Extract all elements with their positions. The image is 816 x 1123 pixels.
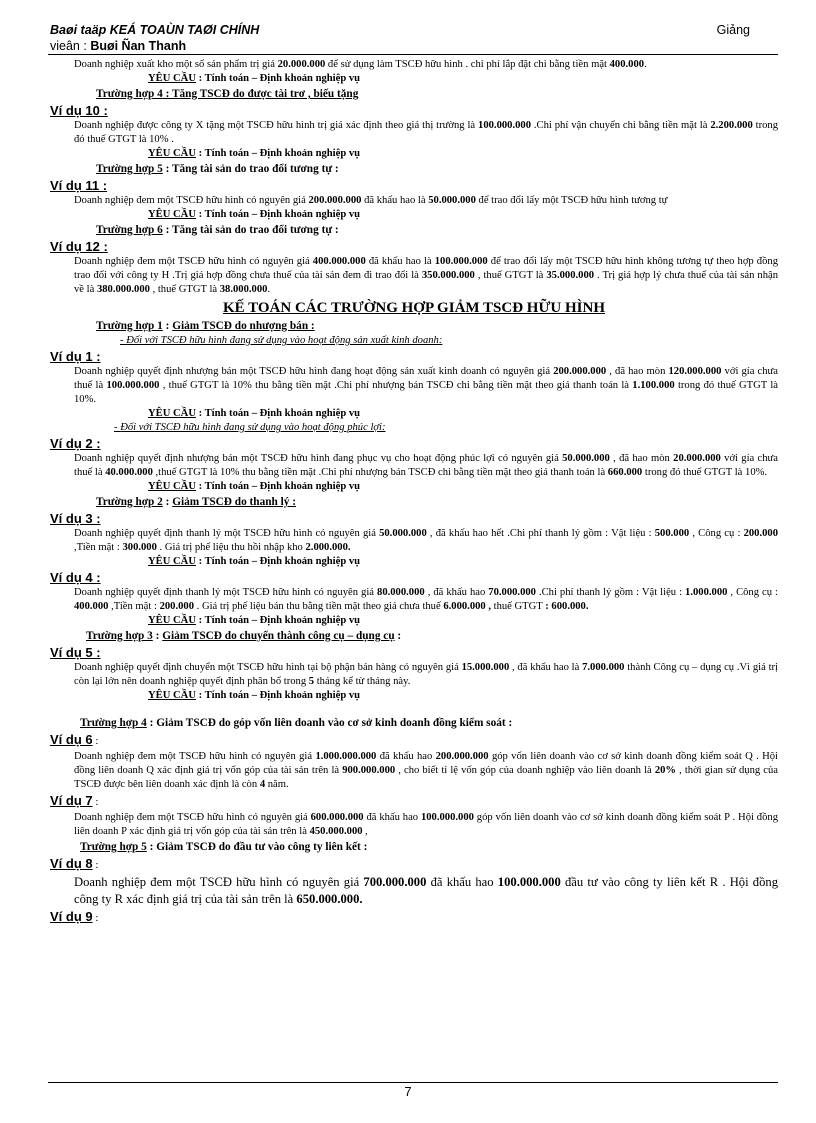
requirement: YÊU CẦU : Tính toán – Định khoản nghiệp vụ [148, 556, 361, 567]
requirement: YÊU CẦU : Tính toán – Định khoản nghiệp vụ [148, 481, 361, 492]
header-divider [48, 54, 778, 55]
header-author: Buøi Ñan Thanh [90, 39, 187, 53]
example-heading: Ví dụ 2 : [50, 436, 101, 451]
example-heading: Ví dụ 7 : [50, 793, 99, 808]
paragraph: Doanh nghiệp đem một TSCĐ hữu hình có nguyên giá 200.000.000 đã khấu hao là 50.000.000 để trao đổi lấy một TSCĐ hữu hình tương tự [74, 195, 668, 206]
header-right-text: Giảng [716, 23, 750, 37]
paragraph: Doanh nghiệp quyết định thanh lý một TSCĐ hữu hình có nguyên giá 80.000.000 , đã khấu hao 70.000.000 .Chi phí thanh lý gồm : Vật liệu : 1.000.000 , Công cụ : 400.000 ,Tiền mặt : 200.000 . Giá trị phế liệu bán thu bằng tiền mặt theo giá chưa thuế 6.000.000 , thuế GTGT : 600.000. [74, 587, 778, 612]
requirement: YÊU CẦU : Tính toán – Định khoản nghiệp vụ [148, 209, 361, 220]
paragraph: Doanh nghiệp được công ty X tặng một TSCĐ hữu hình trị giá xác định theo giá thị trường là 100.000.000 .Chi phí vận chuyển chi bằng tiền mặt là 2.200.000 trong đó thuế GTGT là 10% . [74, 120, 778, 145]
paragraph: Doanh nghiệp quyết định nhượng bán một TSCĐ hữu hình đang hoạt động sản xuất kinh doanh có nguyên giá 200.000.000 , đã hao mòn 120.000.000 với gía chưa thuế là 100.000.000 , thuế GTGT là 10% thu bằng tiền mặt .Chi phí nhượng bán TSCĐ chi bằng tiền mặt theo giá thanh toán là 1.100.000 trong đó thuế GTGT là 10%. [74, 366, 778, 405]
page-number: 7 [404, 1084, 412, 1099]
requirement: YÊU CẦU : Tính toán – Định khoản nghiệp vụ [148, 408, 361, 419]
example-heading: Ví dụ 10 : [50, 103, 108, 118]
requirement: YÊU CẦU : Tính toán – Định khoản nghiệp vụ [148, 690, 361, 701]
paragraph: Doanh nghiệp đem một TSCĐ hữu hình có nguyên giá 1.000.000.000 đã khấu hao 200.000.000 góp vốn liên doanh vào cơ sở kinh doanh đồng kiểm soát Q . Hội đồng liên doanh Q xác định giá trị vốn góp của tài sản trên là 900.000.000 , cho biết tỉ lệ vốn góp của doanh nghiệp vào liên doanh là 20% , thời gian sử dụng của TSCĐ được bên liên doanh xác định là còn 4 năm. [74, 751, 778, 790]
example-heading: Ví dụ 12 : [50, 239, 108, 254]
paragraph: Doanh nghiệp quyết định thanh lý một TSCĐ hữu hình có nguyên giá 50.000.000 , đã khấu hao hết .Chi phí thanh lý gồm : Vật liệu : 500.000 , Công cụ : 200.000 ,Tiền mặt : 300.000 . Giá trị phế liệu thu hồi nhập kho 2.000.000. [74, 528, 778, 553]
example-heading: Ví dụ 4 : [50, 570, 101, 585]
example-heading: Ví dụ 11 : [50, 178, 108, 193]
sub-heading: - Đối với TSCĐ hữu hình đang sử dụng vào hoạt động phúc lợi: [114, 422, 386, 433]
case-heading: Trường hợp 1 : Giảm TSCĐ do nhượng bán : [96, 320, 315, 332]
case-heading: Trường hợp 5 : Tăng tài sản do trao đổi tương tự : [96, 163, 339, 175]
paragraph: Doanh nghiệp đem một TSCĐ hữu hình có nguyên giá 700.000.000 đã khấu hao 100.000.000 đầu tư vào công ty liên kết R . Hội đồng công ty R xác định giá trị của tài sản trên là 650.000.000. [74, 875, 778, 906]
requirement: YÊU CẦU : Tính toán – Định khoản nghiệp vụ [148, 615, 361, 626]
case-heading: Trường hợp 4 : Giảm TSCĐ do góp vốn liên doanh vào cơ sở kinh doanh đồng kiểm soát : [80, 717, 513, 729]
page-header [50, 22, 750, 54]
header-prefix: vieân : [50, 39, 91, 53]
case-heading: Trường hợp 4 : Tăng TSCĐ do được tài trơ , biếu tặng [96, 88, 359, 100]
example-heading: Ví dụ 6 : [50, 732, 99, 747]
paragraph: Doanh nghiệp đem một TSCĐ hữu hình có nguyên giá 600.000.000 đã khấu hao 100.000.000 góp vốn liên doanh vào cơ sở kinh doanh đồng kiểm soát P . Hội đồng liên doanh P xác định giá trị vốn góp của tài sản trên là 450.000.000 , [74, 812, 778, 837]
sub-heading: - Đối với TSCĐ hữu hình đang sử dụng vào hoạt động sản xuất kinh doanh: [120, 335, 443, 346]
header-title: Baøi taäp KEÁ TOAÙN TAØI CHÍNH [50, 23, 260, 37]
example-heading: Ví dụ 9 : [50, 909, 99, 924]
example-heading: Ví dụ 8 : [50, 856, 99, 871]
case-heading: Trường hợp 5 : Giảm TSCĐ do đầu tư vào công ty liên kết : [80, 841, 368, 853]
paragraph: Doanh nghiệp xuất kho một số sản phẩm trị giá 20.000.000 để sử dụng làm TSCĐ hữu hình . chi phí lắp đặt chi bằng tiền mặt 400.000. [74, 59, 647, 70]
case-heading: Trường hợp 2 : Giảm TSCĐ do thanh lý : [96, 496, 296, 508]
requirement: YÊU CẦU : Tính toán – Định khoản nghiệp vụ [148, 73, 361, 84]
case-heading: Trường hợp 3 : Giảm TSCĐ do chuyển thành công cụ – dụng cụ : [86, 630, 402, 642]
section-title: KẾ TOÁN CÁC TRƯỜNG HỢP GIẢM TSCĐ HỮU HÌNH [223, 300, 605, 316]
document-body [50, 58, 778, 927]
example-heading: Ví dụ 5 : [50, 645, 101, 660]
example-heading: Ví dụ 1 : [50, 349, 101, 364]
paragraph: Doanh nghiệp quyết định nhượng bán một TSCĐ hữu hình đang phục vụ cho hoạt động phúc lợi có nguyên giá 50.000.000 , đã hao mòn 20.000.000 với gía chưa thuế là 40.000.000 ,thuế GTGT là 10% thu bằng tiền mặt .Chi phí nhượng bán TSCĐ chi bằng tiền mặt theo giá thanh toán là 660.000 trong đó thuế GTGT là 10%. [74, 453, 778, 478]
requirement: YÊU CẦU : Tính toán – Định khoản nghiệp vụ [148, 148, 361, 159]
paragraph: Doanh nghiệp quyết định chuyển một TSCĐ hữu hình tại bộ phận bán hàng có nguyên giá 15.000.000 , đã khấu hao là 7.000.000 thành Công cụ – dụng cụ .Vì giá trị còn lại lớn nên doanh nghiệp quyết định phân bổ trong 5 tháng kể từ tháng này. [74, 662, 779, 687]
case-heading: Trường hợp 6 : Tăng tài sản do trao đổi tương tự : [96, 224, 339, 236]
example-heading: Ví dụ 3 : [50, 511, 101, 526]
paragraph: Doanh nghiệp đem một TSCĐ hữu hình có nguyên giá 400.000.000 đã khấu hao là 100.000.000 để trao đổi lấy một TSCĐ hữu hình không tương tự theo hợp đồng trao đổi với công ty H .Trị giá hợp đồng chưa thuế của tài sản đem đi trao đổi là 350.000.000 , thuế GTGT là 35.000.000 . Trị giá hợp lý chưa thuế của tài sản nhận về là 380.000.000 , thuế GTGT là 38.000.000. [74, 256, 778, 295]
footer-divider [48, 1082, 778, 1083]
